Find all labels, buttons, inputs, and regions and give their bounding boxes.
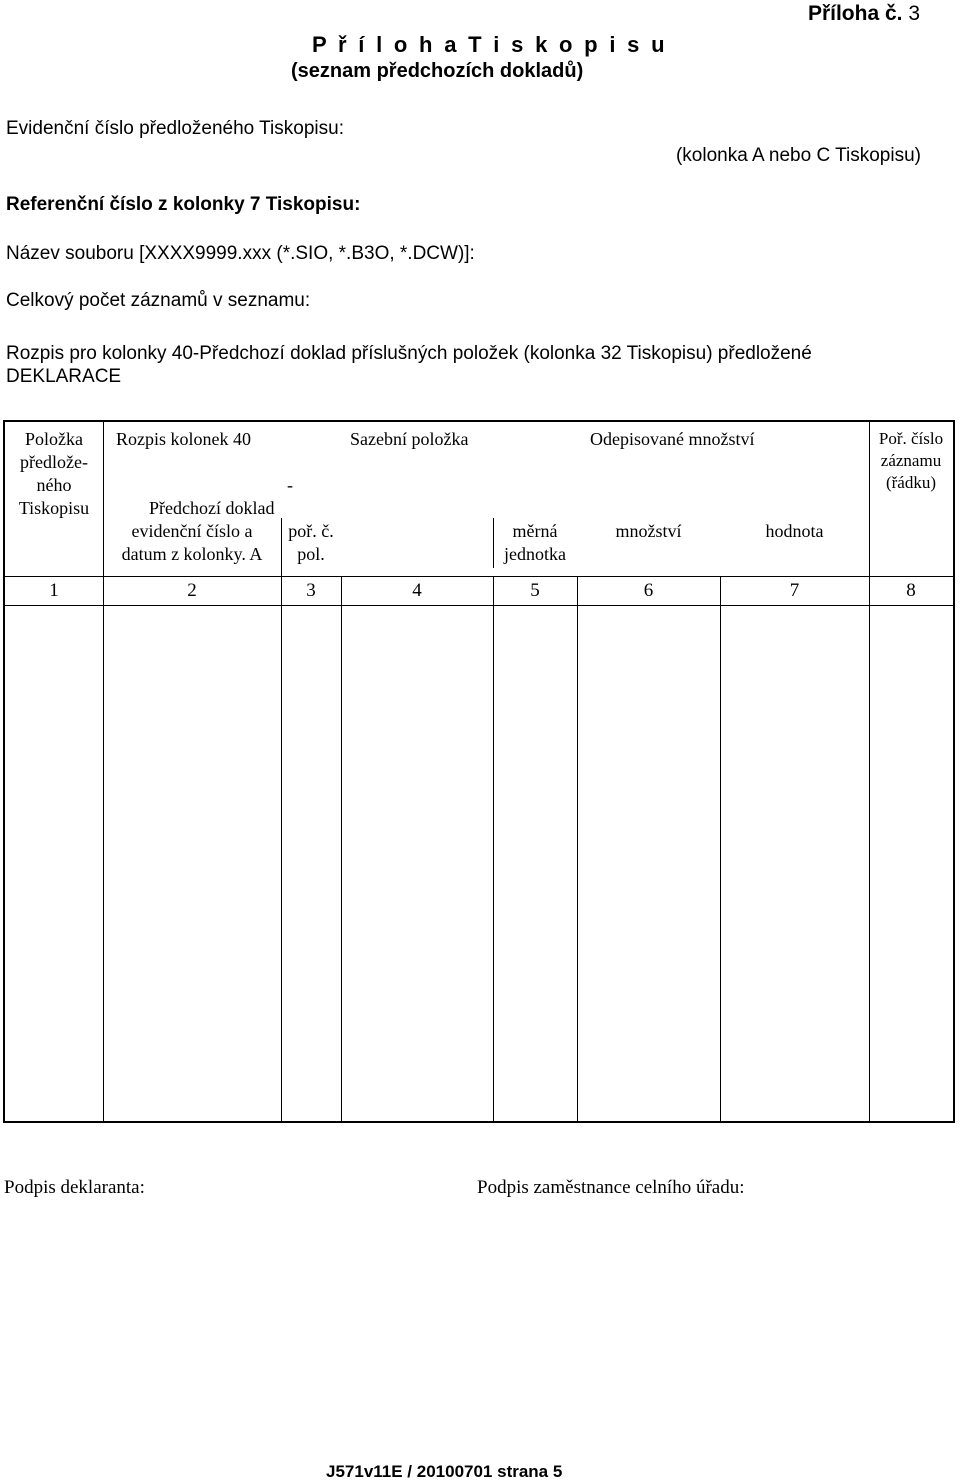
header-item-line: Tiskopisu [18, 498, 90, 518]
column-number: 2 [187, 580, 197, 601]
breakdown-description: Rozpis pro kolonky 40-Předchozí doklad příslušných položek (kolonka 32 Tiskopisu) předložené DEKLARACE [6, 343, 812, 387]
header-breakdown-40: Rozpis kolonek 40 [116, 429, 251, 449]
declarant-signature-label: Podpis deklaranta: [4, 1177, 145, 1198]
annex-label-text: Příloha č. [807, 2, 903, 25]
header-written-off-quantity: Odepisované množství [590, 429, 755, 449]
column-divider [720, 577, 721, 1121]
header-sequence-line: pol. [297, 544, 325, 564]
header-unit [493, 520, 577, 566]
row-divider [5, 605, 953, 606]
header-unit-line: jednotka [504, 544, 566, 564]
header-record-number-line: záznamu [880, 451, 942, 470]
header-record-number-line: (řádku) [885, 473, 937, 492]
officer-signature-label: Podpis zaměstnance celního úřadu: [477, 1177, 745, 1198]
column-divider [341, 577, 342, 1121]
header-sequence-number [281, 520, 341, 566]
page-subtitle: (seznam předchozích dokladů) [291, 60, 584, 82]
column-number: 1 [49, 580, 59, 601]
page-footer: J571v11E / 20100701 strana 5 [326, 1462, 563, 1481]
header-record-number-line: Poř. číslo [878, 429, 944, 448]
record-count-label: Celkový počet záznamů v seznamu: [6, 290, 311, 311]
header-item-line: předlože- [20, 452, 88, 472]
column-divider [577, 577, 578, 1121]
header-evidence-number [103, 520, 281, 566]
page-title: P ř í l o h a T i s k o p i s u [312, 32, 668, 57]
column-number: 4 [412, 580, 422, 601]
header-evidence-line: evidenční číslo a [131, 521, 253, 541]
column-number: 8 [906, 580, 916, 601]
header-tariff-item: Sazební položka [350, 429, 469, 449]
file-name-label: Název souboru [XXXX9999.xxx (*.SIO, *.B3O, *.DCW)]: [6, 243, 475, 264]
annex-number: 3 [908, 2, 920, 25]
column-number: 7 [789, 580, 800, 601]
header-item-line: Položka [25, 429, 83, 449]
records-table [3, 420, 955, 1123]
header-item-line: ného [36, 475, 72, 495]
column-number: 5 [530, 580, 540, 601]
column-reference-note: (kolonka A nebo C Tiskopisu) [675, 145, 921, 166]
header-dash: - [287, 475, 293, 495]
reference-number-label: Referenční číslo z kolonky 7 Tiskopisu: [6, 194, 361, 215]
header-quantity: množství [615, 521, 682, 541]
header-item [5, 428, 103, 520]
column-number: 6 [643, 580, 654, 601]
header-record-number [869, 428, 953, 494]
column-divider [493, 577, 494, 1121]
header-evidence-line: datum z kolonky. A [121, 544, 263, 564]
column-divider [281, 518, 282, 1121]
annex-label [808, 2, 920, 26]
header-unit-line: měrná [512, 521, 558, 541]
header-previous-document: Předchozí doklad [149, 498, 275, 518]
column-divider [869, 422, 870, 1121]
column-number: 3 [306, 580, 316, 601]
row-divider [5, 576, 953, 577]
header-value: hodnota [765, 521, 824, 541]
registration-number-label: Evidenční číslo předloženého Tiskopisu: [6, 118, 344, 139]
header-sequence-line: poř. č. [288, 521, 334, 541]
